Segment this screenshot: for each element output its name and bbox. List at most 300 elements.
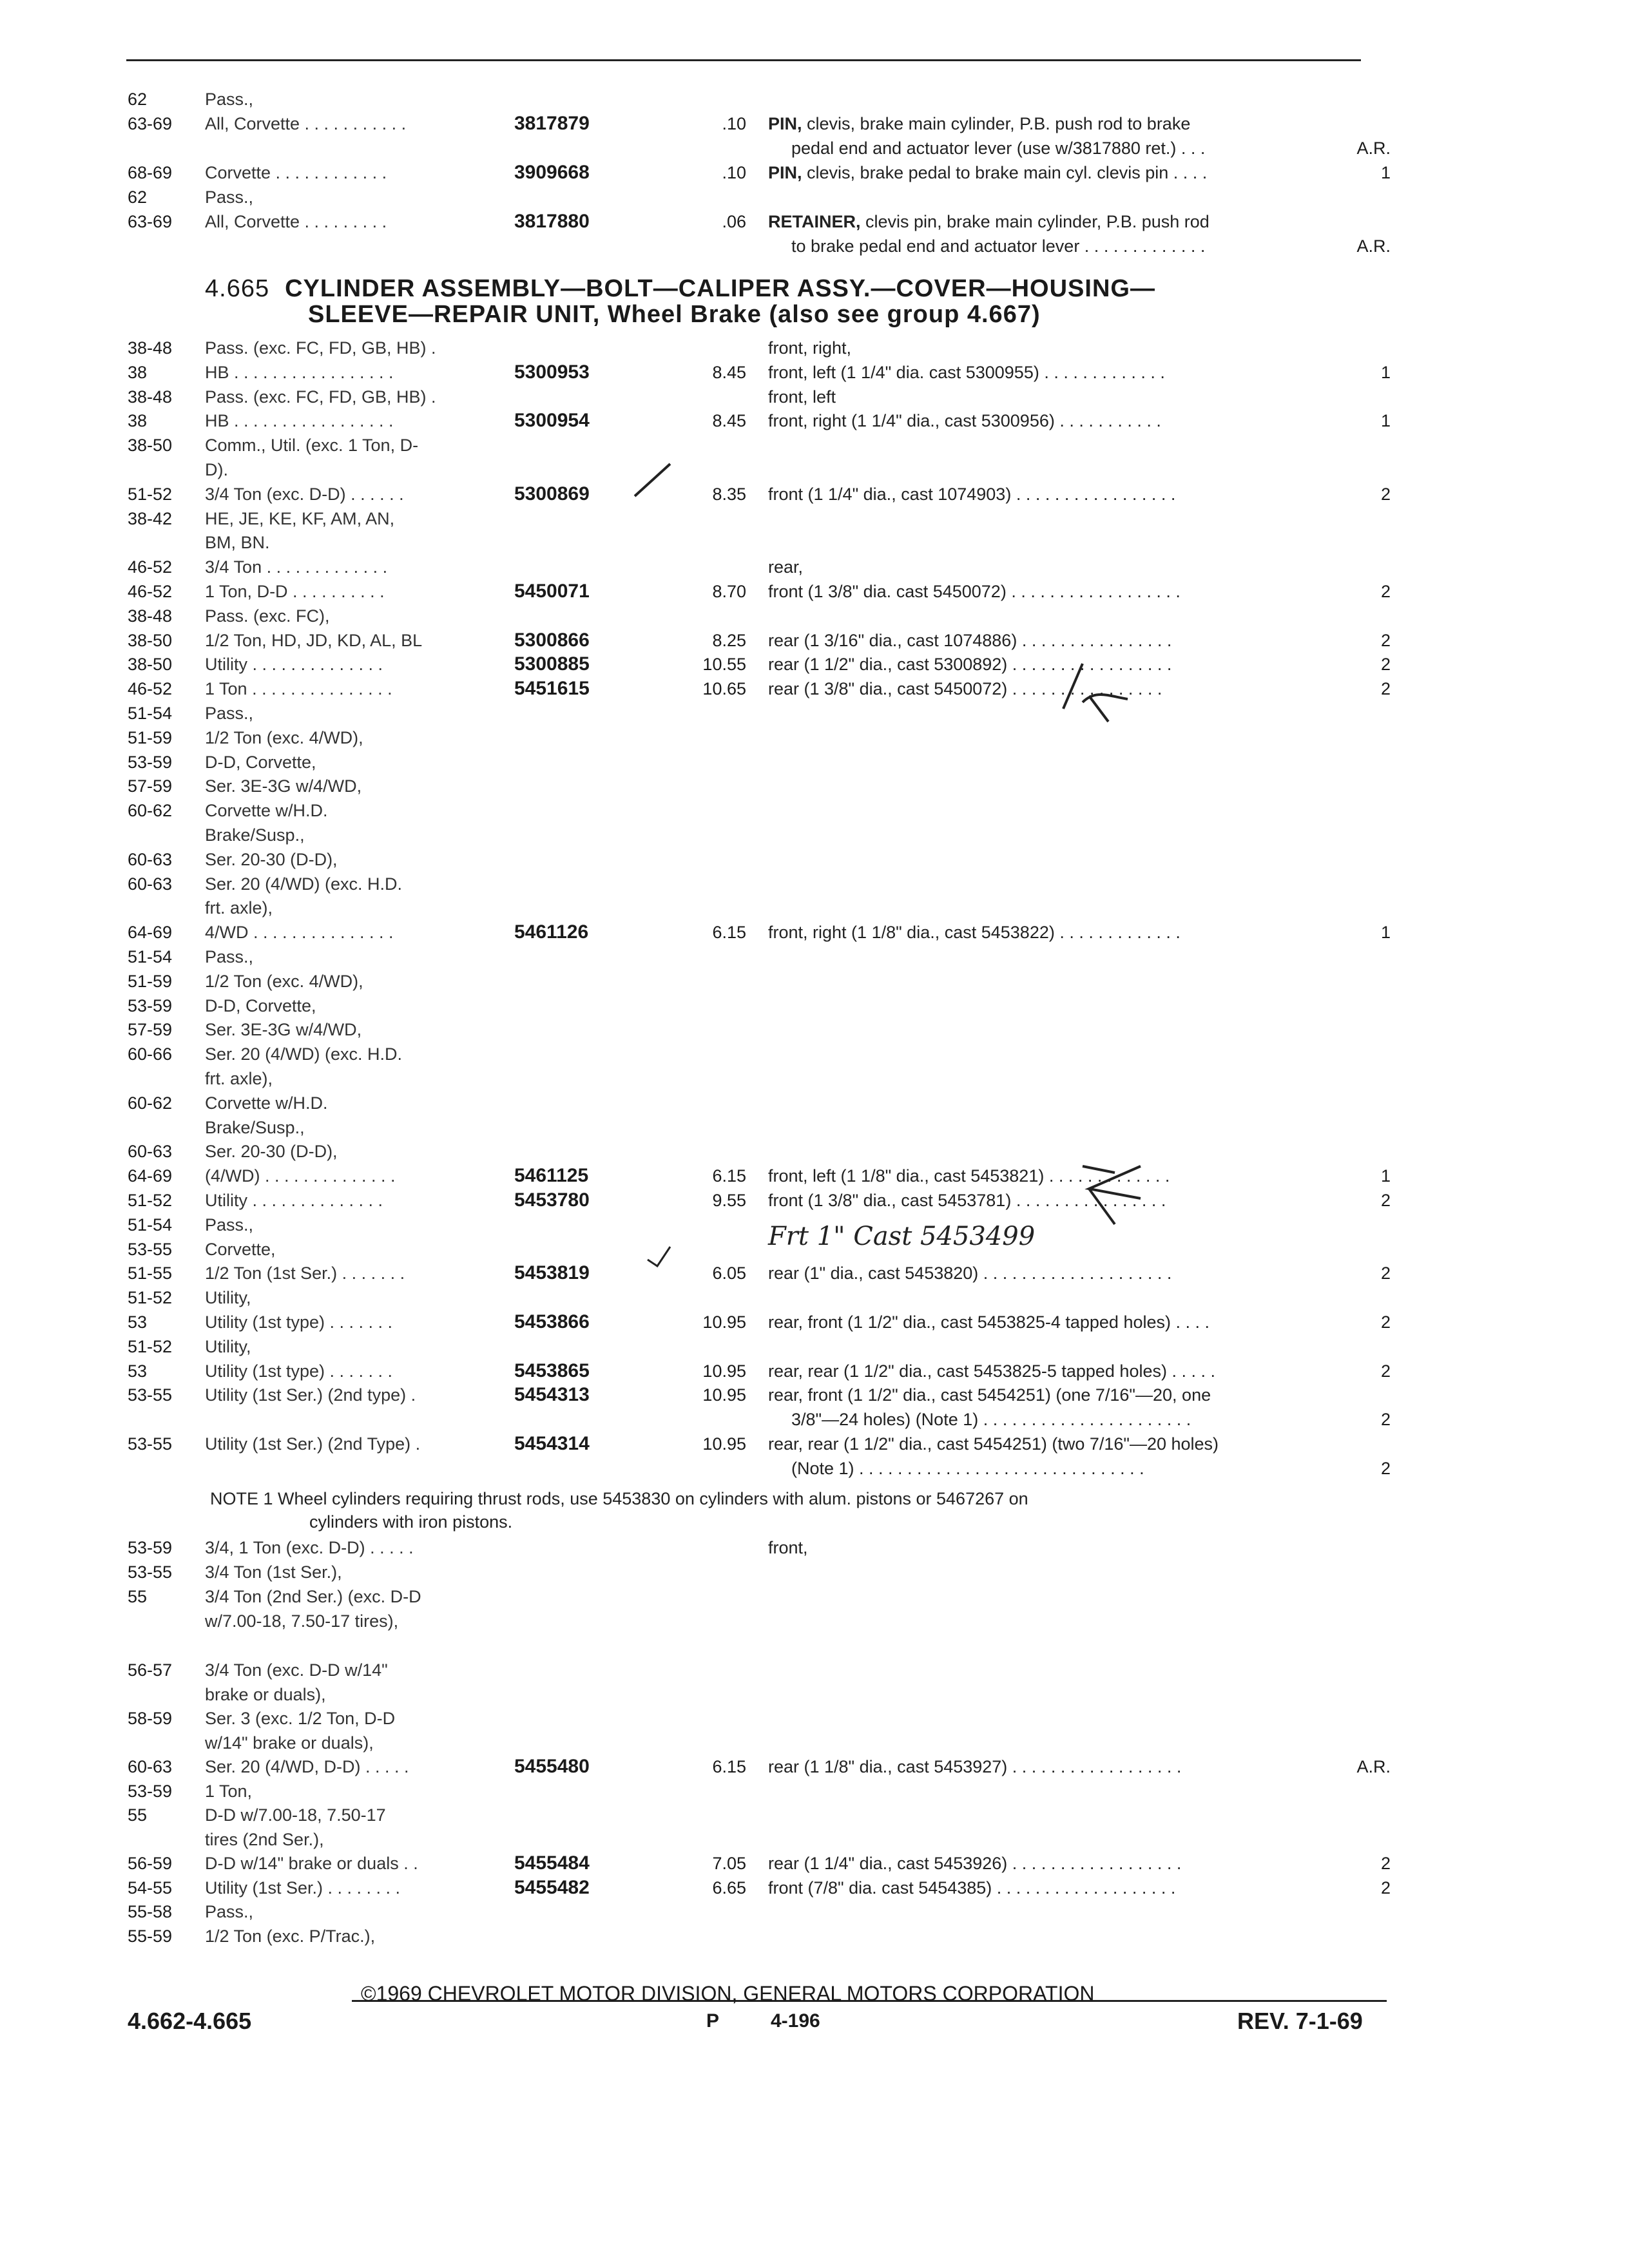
description-text: front, right, <box>768 338 852 358</box>
model: HB . . . . . . . . . . . . . . . . . <box>205 411 394 431</box>
quantity: 2 <box>1380 484 1391 504</box>
description-text: rear (1" dia., cast 5453820) . . . . . . . . . . . . . . . . . . . . <box>768 1264 1172 1283</box>
table-row <box>0 1189 1629 1215</box>
table-row <box>0 1925 1629 1950</box>
description-text: pedal end and actuator lever (use w/3817880 ret.) . . . <box>791 139 1206 158</box>
model: w/14" brake or duals), <box>205 1733 374 1753</box>
table-row <box>0 1610 1629 1635</box>
year-range: 38-48 <box>128 387 173 407</box>
description <box>768 1536 808 1559</box>
description-text: front, left (1 1/8" dia., cast 5453821) . . . . . . . . . . . . . <box>768 1166 1170 1186</box>
model: HB . . . . . . . . . . . . . . . . . <box>205 362 394 382</box>
description <box>791 235 1205 258</box>
year-range: 53 <box>128 1361 148 1381</box>
year-range: 60-62 <box>128 1093 173 1113</box>
section-title-line1: CYLINDER ASSEMBLY—BOLT—CALIPER ASSY.—COVER—HOUSING— <box>285 275 1155 302</box>
year-range: 51-52 <box>128 1191 173 1210</box>
item-name: PIN, <box>768 114 802 133</box>
model: 1/2 Ton (1st Ser.) . . . . . . . <box>205 1264 405 1283</box>
model: Pass., <box>205 704 254 723</box>
year-range: 53 <box>128 1312 148 1332</box>
description <box>768 1876 1175 1899</box>
description <box>768 1432 1219 1456</box>
price: 6.15 <box>712 1166 746 1186</box>
year-range: 51-54 <box>128 947 173 966</box>
model: frt. axle), <box>205 1069 273 1088</box>
model: Ser. 20 (4/WD, D-D) . . . . . <box>205 1757 409 1776</box>
model: (4/WD) . . . . . . . . . . . . . . <box>205 1166 396 1186</box>
description-text: rear, <box>768 557 804 577</box>
table-row <box>0 1457 1629 1483</box>
top-rule <box>126 59 1361 61</box>
table-row <box>0 848 1629 874</box>
footer-section-range: 4.662-4.665 <box>128 2008 252 2034</box>
description-text: front (1 1/4" dia., cast 1074903) . . . . . . . . . . . . . . . . . <box>768 484 1176 504</box>
model: Utility . . . . . . . . . . . . . . <box>205 1191 383 1210</box>
part-number: 5455484 <box>514 1852 590 1874</box>
year-range: 38-48 <box>128 606 173 626</box>
price: .06 <box>722 212 746 231</box>
table-row <box>0 629 1629 655</box>
part-number: 5453865 <box>514 1360 590 1381</box>
description-text: front, right (1 1/4" dia., cast 5300956) . . . . . . . . . . . <box>768 411 1161 431</box>
year-range: 57-59 <box>128 1020 173 1040</box>
year-range: 64-69 <box>128 923 173 943</box>
table-row <box>0 1731 1629 1757</box>
model: Utility (1st type) . . . . . . . <box>205 1312 393 1332</box>
quantity: 2 <box>1380 582 1391 601</box>
year-range: 46-52 <box>128 557 173 577</box>
description <box>768 1360 1215 1383</box>
part-number: 5300954 <box>514 410 590 432</box>
price: 8.45 <box>712 411 746 431</box>
description-text: to brake pedal end and actuator lever . . . . . . . . . . . . . <box>791 236 1206 256</box>
model: Utility (1st type) . . . . . . . <box>205 1361 393 1381</box>
year-range: 38-42 <box>128 508 173 528</box>
model: 3/4, 1 Ton (exc. D-D) . . . . . <box>205 1538 414 1557</box>
price: 7.05 <box>712 1854 746 1873</box>
quantity: A.R. <box>1356 236 1391 256</box>
description <box>768 1755 1181 1778</box>
section-heading-2 <box>308 300 1041 329</box>
quantity: 1 <box>1380 1166 1391 1186</box>
model: Ser. 3 (exc. 1/2 Ton, D-D <box>205 1709 396 1728</box>
table-row <box>0 1432 1629 1458</box>
year-range: 53-55 <box>128 1562 173 1582</box>
section-heading <box>205 274 1155 303</box>
table-row <box>0 1262 1629 1287</box>
model: 3/4 Ton (2nd Ser.) (exc. D-D <box>205 1587 421 1606</box>
year-range: 62 <box>128 90 148 109</box>
model: 1 Ton . . . . . . . . . . . . . . . <box>205 679 392 699</box>
table-row <box>0 726 1629 752</box>
part-number: 5300866 <box>514 629 590 651</box>
table-row <box>0 161 1629 187</box>
part-number: 5453780 <box>514 1189 590 1211</box>
description <box>768 921 1181 944</box>
year-range: 63-69 <box>128 114 173 133</box>
model: 1/2 Ton (exc. 4/WD), <box>205 971 363 991</box>
table-row <box>0 1408 1629 1434</box>
model: 3/4 Ton (exc. D-D w/14" <box>205 1660 388 1680</box>
part-number: 5461125 <box>514 1165 589 1187</box>
year-range: 60-62 <box>128 801 173 821</box>
description-text: (Note 1) . . . . . . . . . . . . . . . . . . . . . . . . . . . . . . <box>791 1458 1144 1478</box>
model: Utility . . . . . . . . . . . . . . <box>205 655 383 675</box>
table-row <box>0 799 1629 825</box>
model: Brake/Susp., <box>205 1117 305 1137</box>
year-range: 51-52 <box>128 1288 173 1308</box>
footer-page-prefix: P <box>706 2010 720 2032</box>
model: All, Corvette . . . . . . . . . <box>205 212 387 231</box>
table-row <box>0 531 1629 557</box>
table-row <box>0 186 1629 211</box>
year-range: 60-66 <box>128 1044 173 1064</box>
year-range: 38-50 <box>128 436 173 456</box>
description <box>768 555 803 579</box>
quantity: 1 <box>1380 163 1391 182</box>
year-range: 51-54 <box>128 704 173 723</box>
table-row <box>0 1828 1629 1854</box>
quantity: 2 <box>1380 1854 1391 1873</box>
model: 1 Ton, D-D . . . . . . . . . . <box>205 582 385 601</box>
section-number: 4.665 <box>205 275 270 302</box>
part-number: 3817880 <box>514 211 590 232</box>
description-text: 3/8"—24 holes) (Note 1) . . . . . . . . . . . . . . . . . . . . . . <box>791 1410 1191 1430</box>
table-row <box>0 555 1629 581</box>
pen-check-mark <box>631 457 677 503</box>
year-range: 53-55 <box>128 1385 173 1405</box>
part-number: 5453819 <box>514 1262 590 1284</box>
price: .10 <box>722 114 746 133</box>
description <box>768 385 836 408</box>
price: 9.55 <box>712 1191 746 1210</box>
quantity: 2 <box>1380 1361 1391 1381</box>
part-number: 5453866 <box>514 1311 590 1332</box>
table-row <box>0 336 1629 362</box>
part-number: 5455480 <box>514 1756 590 1777</box>
description-text: front, right (1 1/8" dia., cast 5453822) . . . . . . . . . . . . . <box>768 923 1181 943</box>
table-row <box>0 1140 1629 1166</box>
table-row <box>0 137 1629 162</box>
table-row <box>0 970 1629 995</box>
description <box>768 409 1161 432</box>
table-row <box>0 751 1629 776</box>
model: D-D w/14" brake or duals . . <box>205 1854 418 1873</box>
part-number: 5454314 <box>514 1433 590 1454</box>
year-range: 38 <box>128 411 148 431</box>
year-range: 60-63 <box>128 1142 173 1162</box>
table-row <box>0 1335 1629 1361</box>
table-row <box>0 896 1629 922</box>
model: frt. axle), <box>205 898 273 918</box>
model: Pass., <box>205 1902 254 1921</box>
year-range: 51-55 <box>128 1264 173 1283</box>
price: 10.95 <box>702 1312 746 1332</box>
year-range: 55 <box>128 1587 148 1606</box>
table-row <box>0 677 1629 703</box>
model: Utility (1st Ser.) (2nd type) . <box>205 1385 416 1405</box>
table-row <box>0 1803 1629 1829</box>
part-number: 3817879 <box>514 113 590 134</box>
model: Corvette, <box>205 1239 276 1259</box>
model: 1/2 Ton (exc. P/Trac.), <box>205 1926 376 1946</box>
model: brake or duals), <box>205 1684 326 1704</box>
year-range: 51-59 <box>128 971 173 991</box>
table-row <box>0 507 1629 533</box>
table-row <box>0 702 1629 727</box>
description <box>791 1408 1191 1431</box>
description <box>768 336 851 360</box>
price: 6.15 <box>712 1757 746 1776</box>
pen-arrow-mark-1 <box>1057 651 1134 728</box>
year-range: 62 <box>128 187 148 207</box>
year-range: 46-52 <box>128 582 173 601</box>
table-row <box>0 1683 1629 1709</box>
description-text: front (1 3/8" dia. cast 5450072) . . . . . . . . . . . . . . . . . . <box>768 582 1181 601</box>
model: Corvette w/H.D. <box>205 1093 328 1113</box>
year-range: 56-59 <box>128 1854 173 1873</box>
year-range: 57-59 <box>128 776 173 796</box>
year-range: 63-69 <box>128 212 173 231</box>
quantity: 2 <box>1380 630 1391 650</box>
description-text: rear (1 1/4" dia., cast 5453926) . . . . . . . . . . . . . . . . . . <box>768 1854 1182 1873</box>
description-text: rear (1 3/8" dia., cast 5450072) . . . . . . . . . . . . . . . . <box>768 679 1162 699</box>
description-text: front, left (1 1/4" dia. cast 5300955) . . . . . . . . . . . . . <box>768 362 1165 382</box>
model: Corvette w/H.D. <box>205 801 328 821</box>
year-range: 51-52 <box>128 1336 173 1356</box>
quantity: 2 <box>1380 655 1391 675</box>
table-row <box>0 945 1629 971</box>
description <box>768 1383 1211 1407</box>
year-range: 55-59 <box>128 1926 173 1946</box>
quantity: A.R. <box>1356 1757 1391 1776</box>
table-row <box>0 458 1629 484</box>
quantity: 2 <box>1380 1410 1391 1430</box>
year-range: 55 <box>128 1805 148 1825</box>
table-row <box>0 921 1629 947</box>
quantity: 1 <box>1380 923 1391 943</box>
table-row <box>0 1658 1629 1684</box>
model: Ser. 20 (4/WD) (exc. H.D. <box>205 1044 403 1064</box>
description-text: rear, front (1 1/2" dia., cast 5454251) (one 7/16"—20, one <box>768 1385 1211 1405</box>
year-range: 38-50 <box>128 630 173 650</box>
quantity: 2 <box>1380 679 1391 699</box>
model: HE, JE, KE, KF, AM, AN, <box>205 508 395 528</box>
item-name: RETAINER, <box>768 212 861 231</box>
model: D-D, Corvette, <box>205 995 316 1015</box>
price: 8.70 <box>712 582 746 601</box>
price: 10.95 <box>702 1385 746 1405</box>
year-range: 53-59 <box>128 995 173 1015</box>
model: Brake/Susp., <box>205 825 305 845</box>
description-text: rear, rear (1 1/2" dia., cast 5453825-5 tapped holes) . . . . . <box>768 1361 1215 1381</box>
table-row <box>0 1707 1629 1733</box>
part-number: 5300869 <box>514 483 590 505</box>
part-number: 5461126 <box>514 921 589 943</box>
quantity: 1 <box>1380 411 1391 431</box>
model: tires (2nd Ser.), <box>205 1829 324 1849</box>
year-range: 53-55 <box>128 1239 173 1259</box>
part-number: 5300953 <box>514 361 590 383</box>
description <box>768 1262 1171 1285</box>
section-title-line2: SLEEVE—REPAIR UNIT, Wheel Brake (also see group 4.667) <box>308 301 1041 328</box>
model: Corvette . . . . . . . . . . . . <box>205 163 387 182</box>
model: Pass., <box>205 1215 254 1235</box>
model: Pass., <box>205 90 254 109</box>
year-range: 38-50 <box>128 655 173 675</box>
quantity: 2 <box>1380 1264 1391 1283</box>
price: 10.95 <box>702 1434 746 1454</box>
table-row <box>0 1852 1629 1878</box>
model: 3/4 Ton (1st Ser.), <box>205 1562 342 1582</box>
description-text: front (7/8" dia. cast 5454385) . . . . . . . . . . . . . . . . . . . <box>768 1878 1176 1898</box>
description <box>768 361 1165 384</box>
note-line1: NOTE 1 Wheel cylinders requiring thrust rods, use 5453830 on cylinders with alum. pistons or 5467267 on <box>210 1489 1028 1508</box>
part-number: 3909668 <box>514 162 590 183</box>
price: 8.25 <box>712 630 746 650</box>
description-text: rear, rear (1 1/2" dia., cast 5454251) (two 7/16"—20 holes) <box>768 1434 1219 1454</box>
description-text: clevis, brake main cylinder, P.B. push rod to brake <box>807 114 1191 133</box>
table-row <box>0 1311 1629 1336</box>
year-range: 51-52 <box>128 484 173 504</box>
model: Ser. 3E-3G w/4/WD, <box>205 1020 362 1040</box>
table-row <box>0 1164 1629 1190</box>
year-range: 53-59 <box>128 1538 173 1557</box>
year-range: 55-58 <box>128 1902 173 1921</box>
quantity: 2 <box>1380 1878 1391 1898</box>
table-row <box>0 1091 1629 1117</box>
part-number: 5451615 <box>514 678 590 700</box>
table-row <box>0 1043 1629 1068</box>
footer-copyright: ©1969 CHEVROLET MOTOR DIVISION, GENERAL MOTORS CORPORATION <box>361 1982 1095 2005</box>
table-row <box>0 1067 1629 1093</box>
model: D-D w/7.00-18, 7.50-17 <box>205 1805 386 1825</box>
model: D). <box>205 460 228 479</box>
table-row <box>0 361 1629 387</box>
table-row <box>0 1561 1629 1586</box>
table-row <box>0 1900 1629 1926</box>
year-range: 54-55 <box>128 1878 173 1898</box>
year-range: 46-52 <box>128 679 173 699</box>
table-row <box>0 483 1629 508</box>
table-row <box>0 1780 1629 1805</box>
description <box>768 629 1171 652</box>
table-row <box>0 1536 1629 1562</box>
description-text: rear, front (1 1/2" dia., cast 5453825-4 tapped holes) . . . . <box>768 1312 1210 1332</box>
handwritten-note: Frt 1" Cast 5453499 <box>768 1222 1036 1251</box>
part-number: 5300885 <box>514 653 590 675</box>
model: Ser. 3E-3G w/4/WD, <box>205 776 362 796</box>
description-text: front, <box>768 1538 808 1557</box>
table-row <box>0 653 1629 678</box>
description <box>791 1457 1144 1480</box>
description <box>768 1311 1210 1334</box>
description-text: front (1 3/8" dia., cast 5453781) . . . . . . . . . . . . . . . . <box>768 1191 1166 1210</box>
description <box>768 580 1181 603</box>
price: 10.65 <box>702 679 746 699</box>
model: Utility, <box>205 1288 251 1308</box>
year-range: 53-59 <box>128 752 173 772</box>
model: 1/2 Ton, HD, JD, KD, AL, BL <box>205 630 423 650</box>
pen-arrow-mark-2 <box>1076 1160 1153 1231</box>
model: 4/WD . . . . . . . . . . . . . . . <box>205 923 394 943</box>
price: 8.45 <box>712 362 746 382</box>
table-row <box>0 1383 1629 1409</box>
footer-revision: REV. 7-1-69 <box>1237 2008 1363 2034</box>
year-range: 38-48 <box>128 338 173 358</box>
description <box>768 1852 1181 1875</box>
model: w/7.00-18, 7.50-17 tires), <box>205 1611 399 1631</box>
table-row <box>0 994 1629 1020</box>
year-range: 64-69 <box>128 1166 173 1186</box>
table-row <box>0 112 1629 138</box>
model: Comm., Util. (exc. 1 Ton, D- <box>205 436 419 456</box>
year-range: 38 <box>128 362 148 382</box>
part-number: 5454313 <box>514 1384 590 1406</box>
table-row <box>0 1360 1629 1385</box>
quantity: 2 <box>1380 1312 1391 1332</box>
model: 1 Ton, <box>205 1781 253 1801</box>
price: 6.05 <box>712 1264 746 1283</box>
description <box>768 112 1190 135</box>
model: Utility, <box>205 1336 251 1356</box>
year-range: 58-59 <box>128 1709 173 1728</box>
model: 3/4 Ton (exc. D-D) . . . . . . <box>205 484 404 504</box>
model: Pass. (exc. FC, FD, GB, HB) . <box>205 338 436 358</box>
quantity: 2 <box>1380 1458 1391 1478</box>
quantity: A.R. <box>1356 139 1391 158</box>
year-range: 53-55 <box>128 1434 173 1454</box>
year-range: 60-63 <box>128 849 173 869</box>
table-row <box>0 872 1629 898</box>
year-range: 53-59 <box>128 1781 173 1801</box>
model: Ser. 20 (4/WD) (exc. H.D. <box>205 874 403 894</box>
table-row <box>0 385 1629 411</box>
table-row <box>0 1286 1629 1312</box>
model: D-D, Corvette, <box>205 752 316 772</box>
description-text: front, left <box>768 387 836 407</box>
year-range: 60-63 <box>128 874 173 894</box>
description <box>768 161 1207 184</box>
table-row <box>0 580 1629 606</box>
table-row <box>0 823 1629 849</box>
description <box>791 137 1205 160</box>
quantity: 1 <box>1380 362 1391 382</box>
price: 8.35 <box>712 484 746 504</box>
model: Pass., <box>205 187 254 207</box>
footer-page-number: 4-196 <box>771 2010 820 2032</box>
model: Utility (1st Ser.) . . . . . . . . <box>205 1878 401 1898</box>
model: All, Corvette . . . . . . . . . . . <box>205 114 407 133</box>
part-number: 5450071 <box>514 581 590 602</box>
table-row <box>0 1585 1629 1611</box>
price: 6.15 <box>712 923 746 943</box>
price: .10 <box>722 163 746 182</box>
part-number: 5455482 <box>514 1876 590 1898</box>
model: Pass., <box>205 947 254 966</box>
description-text: rear (1 1/8" dia., cast 5453927) . . . . . . . . . . . . . . . . . . <box>768 1757 1182 1776</box>
item-name: PIN, <box>768 163 802 182</box>
table-row <box>0 409 1629 435</box>
description-text: clevis pin, brake main cylinder, P.B. push rod <box>865 212 1210 231</box>
description-text: rear (1 3/16" dia., cast 1074886) . . . . . . . . . . . . . . . . <box>768 630 1172 650</box>
model: 3/4 Ton . . . . . . . . . . . . . <box>205 557 388 577</box>
table-row <box>0 774 1629 800</box>
description <box>768 483 1175 506</box>
description-text: clevis, brake pedal to brake main cyl. clevis pin . . . . <box>807 163 1208 182</box>
model: 1/2 Ton (exc. 4/WD), <box>205 727 363 747</box>
